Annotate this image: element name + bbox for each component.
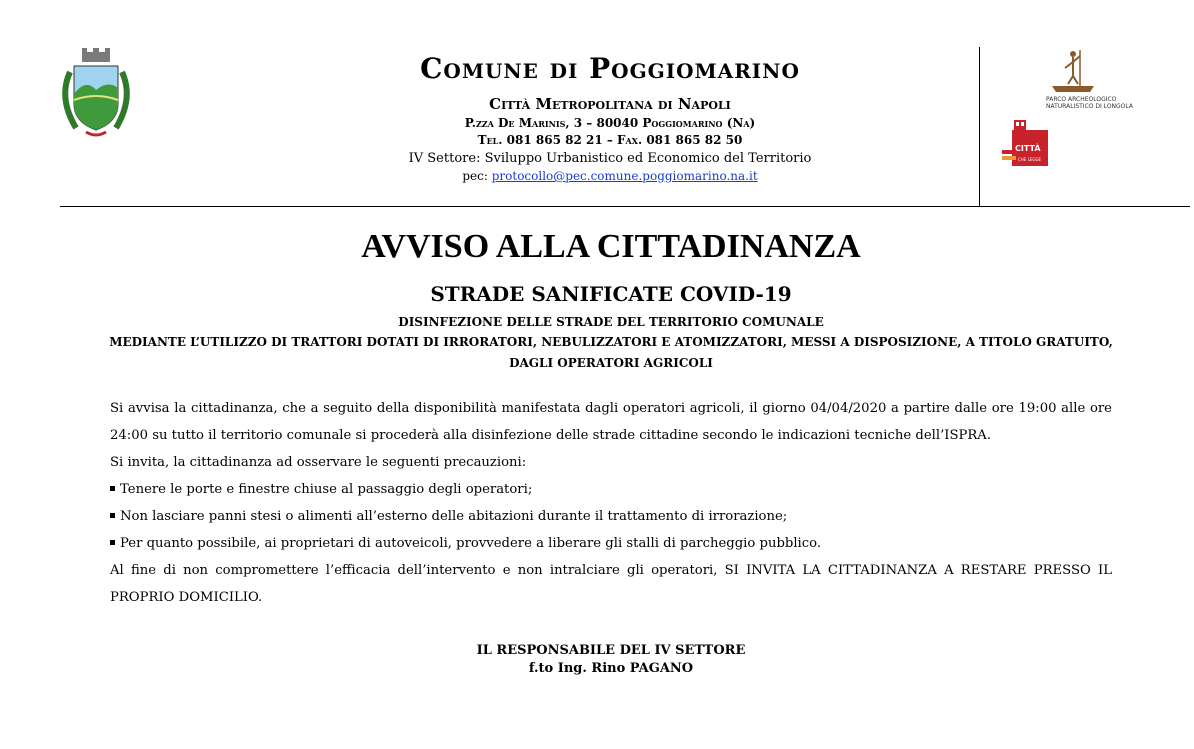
- precaution-item: [110, 530, 1112, 557]
- address: P.zza De Marinis, 3 – 80040 Poggiomarino (Na): [464, 116, 756, 130]
- signature-role: IL RESPONSABILE DEL IV SETTORE: [476, 643, 746, 658]
- citta-logo-subtext: CHE LEGGE: [1018, 157, 1042, 162]
- tel-fax: Tel. 081 865 82 21 – Fax. 081 865 82 50: [477, 133, 743, 147]
- citta-logo-text: CITTÀ: [1015, 144, 1041, 153]
- citta-metropolitana: Città Metropolitana di Napoli: [489, 95, 731, 113]
- notice-description-line-1: DISINFEZIONE DELLE STRADE DEL TERRITORIO COMUNALE: [398, 315, 824, 329]
- bullet-square-icon: [110, 486, 115, 491]
- signature-name: f.to Ing. Rino PAGANO: [528, 661, 694, 676]
- header-vertical-divider: [979, 47, 980, 207]
- notice-description-line-2: MEDIANTE L’UTILIZZO DI TRATTORI DOTATI DI IRRORATORI, NEBULIZZATORI E ATOMIZZATORI, MESSI A DISPOSIZIONE, A TITOLO GRATUITO,: [109, 335, 1113, 349]
- bullet-square-icon: [110, 513, 115, 518]
- closing-paragraph: Al fine di non compromettere l’efficacia dell’intervento e non intralciare gli operatori, SI INVITA LA CITTADINANZA A RESTARE PRESSO IL PROPRIO DOMICILIO.: [110, 563, 1112, 605]
- notice-subtitle: STRADE SANIFICATE COVID-19: [430, 282, 792, 306]
- body-paragraph-1: Si avvisa la cittadinanza, che a seguito della disponibilità manifestata dagli operatori agricoli, il giorno 04/04/2020 a partire dalle ore 19:00 alle ore 24:00 su tutto il territorio comunale si procederà alla disinfezione delle strade cittadine secondo le indicazioni tecniche dell’ISPRA.: [110, 401, 1112, 443]
- parco-logo-text: PARCO ARCHEOLOGICO NATURALISTICO DI LONGOLA: [1046, 96, 1133, 110]
- precaution-text: Non lasciare panni stesi o alimenti all’esterno delle abitazioni durante il trattamento di irrorazione;: [120, 509, 788, 524]
- notice-title: AVVISO ALLA CITTADINANZA: [361, 228, 861, 265]
- notice-body: [110, 395, 1112, 611]
- parco-archeologico-logo: [1040, 46, 1120, 122]
- precaution-text: Per quanto possibile, ai proprietari di autoveicoli, provvedere a liberare gli stalli di parcheggio pubblico.: [120, 536, 822, 551]
- coat-of-arms-logo: [56, 48, 136, 142]
- bullet-square-icon: [110, 540, 115, 545]
- precaution-text: Tenere le porte e finestre chiuse al passaggio degli operatori;: [120, 482, 533, 497]
- comune-title: Comune di Poggiomarino: [420, 52, 800, 85]
- header-horizontal-divider: [60, 206, 1190, 207]
- precaution-item: [110, 503, 1112, 530]
- pec-email-link[interactable]: protocollo@pec.comune.poggiomarino.na.it: [491, 169, 758, 183]
- notice-description-line-3: DAGLI OPERATORI AGRICOLI: [509, 356, 713, 370]
- precaution-item: [110, 476, 1112, 503]
- pec-label: pec:: [462, 169, 492, 183]
- invite-text: Si invita, la cittadinanza ad osservare le seguenti precauzioni:: [110, 455, 527, 470]
- settore: IV Settore: Sviluppo Urbanistico ed Economico del Territorio: [408, 151, 812, 166]
- pec-line: [240, 169, 980, 183]
